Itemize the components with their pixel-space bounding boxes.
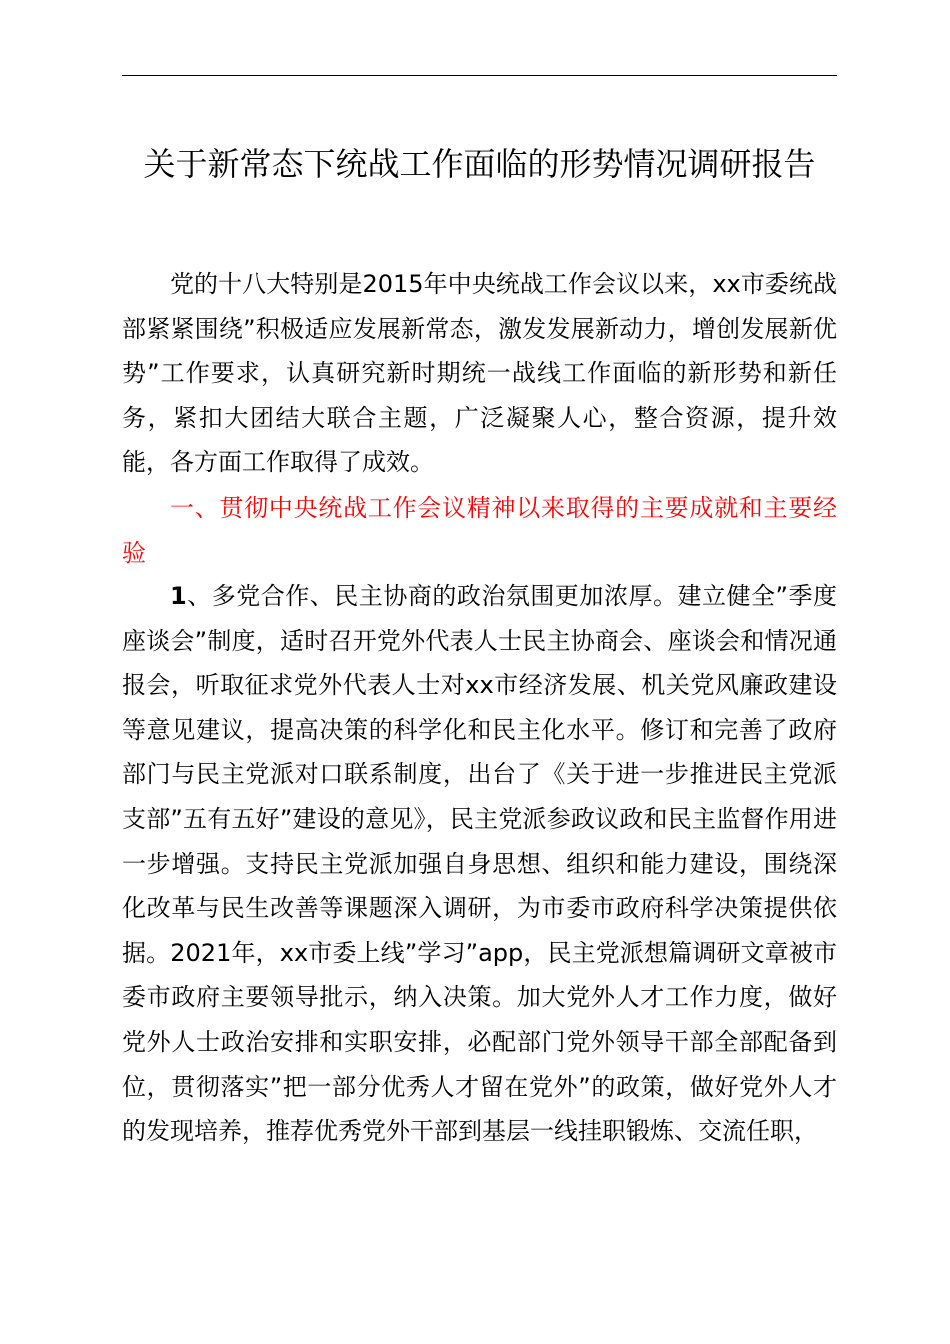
- item-text: 、多党合作、民主协商的政治氛围更加浓厚。建立健全”季度座谈会”制度，适时召开党外代表人士民主协商会、座谈会和情况通报会，听取征求党外代表人士对xx市经济发展、机关党风廉政建设等意见建议，提高决策的科学化和民主化水平。修订和完善了政府部门与民主党派对口联系制度，出台了《关于进一步推进民主党派支部”五有五好”建设的意见》，民主党派参政议政和民主监督作用进一步增强。支持民主党派加强自身思想、组织和能力建设，围绕深化改革与民生改善等课题深入调研，为市委市政府科学决策提供依据。2021年，xx市委上线”学习”app，民主党派想篇调研文章被市委市政府主要领导批示，纳入决策。加大党外人才工作力度，做好党外人士政治安排和实职安排，必配部门党外领导干部全部配备到位，贯彻落实”把一部分优秀人才留在党外”的政策，做好党外人才的发现培养，推荐优秀党外干部到基层一线挂职锻炼、交流任职，: [122, 582, 837, 1146]
- item-paragraph: [122, 574, 837, 1154]
- section-heading: 一、贯彻中央统战工作会议精神以来取得的主要成就和主要经验: [122, 494, 837, 567]
- header-rule: [122, 75, 837, 76]
- intro-paragraph: 党的十八大特别是2015年中央统战工作会议以来，xx市委统战部紧紧围绕”积极适应发展新常态，激发发展新动力，增创发展新优势”工作要求，认真研究新时期统一战线工作面临的新形势和新任务，紧扣大团结大联合主题，广泛凝聚人心，整合资源，提升效能，各方面工作取得了成效。: [122, 270, 837, 477]
- document-title: 关于新常态下统战工作面临的形势情况调研报告: [143, 145, 816, 183]
- item-number: 1: [170, 582, 187, 610]
